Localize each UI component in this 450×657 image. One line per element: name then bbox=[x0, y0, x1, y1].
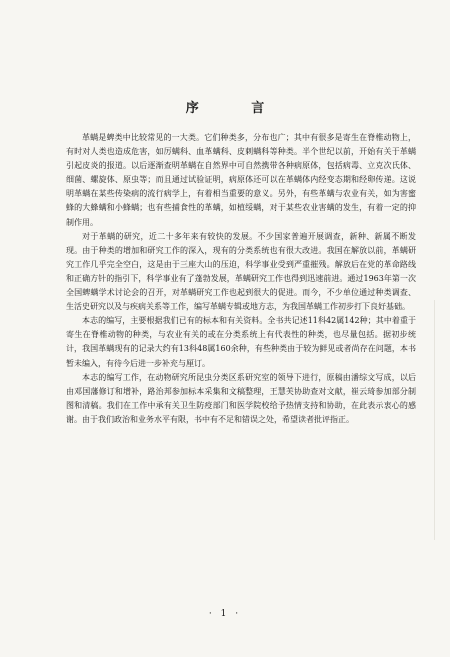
paragraph: 本志的编写，主要根据我们已有的标本和有关资料。全书共记述11科42属142种；其中着重于寄生在脊椎动物的种类，与农业有关的或在分类系统上有代表性的种类，也尽量包括。据初步统计，我国革螨现有的记录大约有13科48属160余种，有些种类由于较为鲜见或者尚存在问题，本书暂未编入，有待今后进一步补充与厘订。 bbox=[66, 316, 416, 368]
scan-edge-shadow bbox=[434, 300, 435, 540]
paragraph: 对于革螨的研究，近二十多年来有较快的发展。不少国家普遍开展调查，新种、新属不断发现。由于种类的增加和研究工作的深入，现有的分类系统也有很大改进。我国在解放以前，革螨研究工作几乎完全空白，这是由于三座大山的压迫，科学事业受到严重摧残。解放后在党的革命路线和正确方针的指引下，科学事业有了蓬勃发展，革螨研究工作也得到迅速前进。通过1963年第一次全国蜱螨学术讨论会的召开，对革螨研究工作也起到很大的促进。而今，不少单位通过种类调查、生活史研究以及与疾病关系等工作，编写革螨专辑或地方志，为我国革螨工作初步打下良好基础。 bbox=[66, 231, 416, 312]
paragraph: 革螨是蜱类中比较常见的一大类。它们种类多，分布也广；其中有很多是寄生在脊椎动物上，有时对人类也造成危害，如厉螨科、血革螨科、皮刺螨科等种类。半个世纪以前，开始有关于革螨引起皮炎的报道。以后逐渐查明革螨在自然界中可自然携带各种病原体，包括病毒、立克次氏体、细菌、螺旋体、原虫等；而且通过试验证明，病原体还可以在革螨体内经变态期和经卵传递。这说明革螨在某些传染病的流行病学上，有着相当重要的意义。另外，有些革螨与农业有关，如为害蜜蜂的大蜂螨和小蜂螨；也有些捕食性的革螨，如植绥螨，对于某些农业害螨的发生，有着一定的抑制作用。 bbox=[66, 133, 416, 227]
page-title: 序 言 bbox=[185, 101, 289, 116]
preface-body bbox=[66, 131, 416, 427]
paragraph: 本志的编写工作，在动物研究所昆虫分类区系研究室的领导下进行，原稿由潘综文写成，以后由邓国藩修订和增补，路治邦参加标本采集和文稿整理，王慧芙协助查对文献，崔云琦参加部分制图和清稿。我们在工作中承有关卫生防疫部门和医学院校给予热情支持和协助，在此表示衷心的感谢。由于我们政治和业务水平有限，书中有不足和错误之处，希望读者批评指正。 bbox=[66, 372, 416, 424]
page-number: · 1 · bbox=[208, 609, 242, 619]
